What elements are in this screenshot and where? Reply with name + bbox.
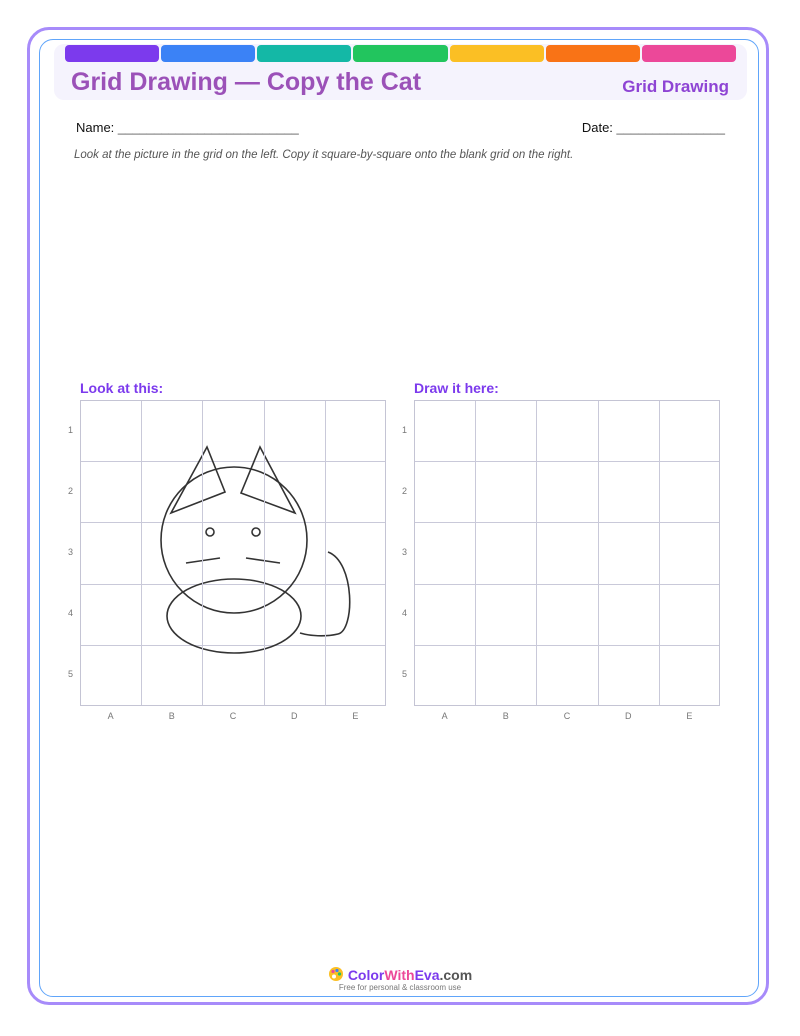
cat-right-ear — [241, 447, 295, 513]
column-label: E — [352, 711, 359, 721]
brand-part-with: With — [384, 967, 415, 983]
drawing-grid[interactable] — [414, 400, 720, 706]
instructions: Look at the picture in the grid on the left. Copy it square-by-square onto the blank grid on the right. — [74, 149, 574, 161]
column-label: D — [290, 711, 298, 721]
color-stripes — [65, 45, 736, 62]
row-label: 1 — [68, 424, 74, 435]
color-stripe — [353, 45, 447, 62]
cat-body — [167, 579, 301, 653]
grid-line-vertical — [325, 401, 326, 705]
grid-line-vertical — [141, 401, 142, 705]
grid-line-horizontal — [415, 645, 719, 646]
row-label: 3 — [402, 547, 408, 557]
cat-left-eye — [206, 528, 214, 536]
color-stripe — [65, 45, 159, 62]
cat-left-ear — [171, 447, 225, 513]
row-label: 4 — [402, 608, 408, 619]
color-stripe — [642, 45, 736, 62]
brand-part-eva: Eva — [414, 967, 440, 983]
cat-drawing — [80, 400, 386, 706]
column-label: C — [563, 711, 571, 721]
grid-line-horizontal — [415, 522, 719, 523]
date-label: Date: — [581, 120, 613, 135]
grid-line-vertical — [536, 401, 537, 705]
row-label: 2 — [68, 485, 74, 496]
column-label: B — [168, 711, 175, 721]
date-field — [582, 120, 725, 135]
column-label: A — [441, 711, 448, 721]
row-label: 3 — [68, 547, 74, 557]
footer — [0, 966, 800, 992]
color-stripe — [257, 45, 351, 62]
brand-part-com: .com — [439, 967, 473, 983]
name-field — [76, 120, 299, 135]
cat-head — [161, 467, 307, 613]
footer-tagline: Free for personal & classroom use — [338, 983, 462, 992]
grid-line-vertical — [598, 401, 599, 705]
row-label: 1 — [402, 424, 408, 435]
name-label: Name: — [76, 120, 115, 135]
category-badge: Grid Drawing — [622, 77, 729, 96]
name-line: _________________________ — [117, 120, 299, 135]
brand-part-color: Color — [347, 967, 385, 983]
color-stripe — [161, 45, 255, 62]
column-label: C — [229, 711, 237, 721]
cat-right-eye — [252, 528, 260, 536]
row-label: 5 — [68, 669, 74, 680]
right-panel-label: Draw it here: — [414, 380, 499, 396]
grid-line-vertical — [659, 401, 660, 705]
row-label: 5 — [402, 669, 408, 680]
column-label: A — [107, 711, 114, 721]
grid-line-vertical — [475, 401, 476, 705]
grid-line-vertical — [264, 401, 265, 705]
left-panel-label: Look at this: — [80, 380, 164, 396]
column-label: E — [686, 711, 693, 721]
column-label: D — [624, 711, 632, 721]
grid-line-vertical — [202, 401, 203, 705]
color-stripe — [546, 45, 640, 62]
row-label: 2 — [402, 485, 408, 496]
grid-line-horizontal — [415, 584, 719, 585]
page-title: Grid Drawing — Copy the Cat — [71, 68, 422, 96]
color-stripe — [450, 45, 544, 62]
grid-line-horizontal — [415, 461, 719, 462]
date-line: _______________ — [616, 120, 725, 135]
reference-grid — [80, 400, 386, 706]
row-label: 4 — [68, 608, 74, 619]
column-label: B — [502, 711, 509, 721]
